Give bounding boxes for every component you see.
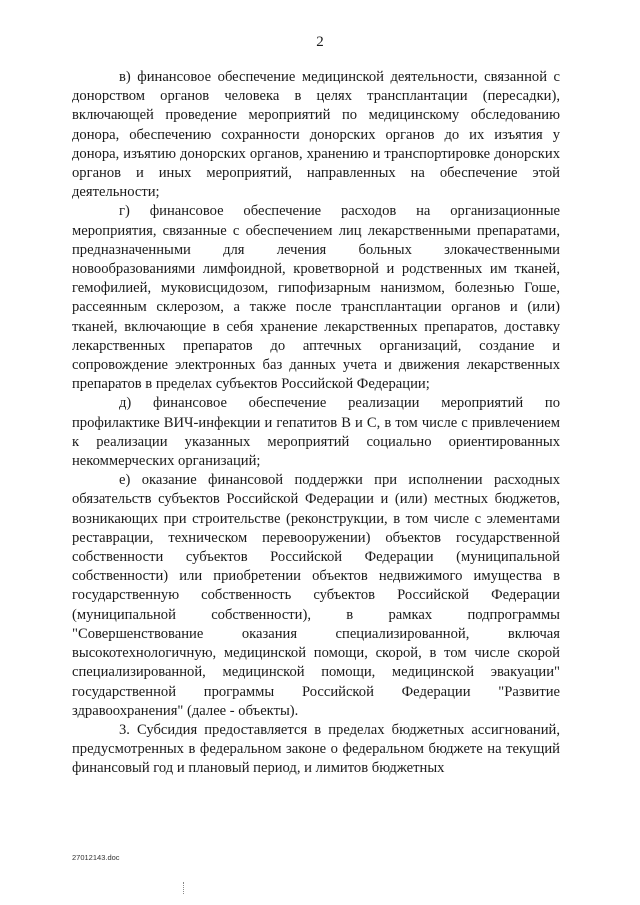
- document-body: [72, 68, 560, 779]
- paragraph-v: в) финансовое обеспечение медицинской деятельности, связанной с донорством органов человека в целях трансплантации (пересадки), включающей проведение мероприятий по медицинскому обследованию донора, обеспечению сохранности донорских органов до их изъятия у донора, изъятию донорских органов, хранению и транспортировке донорских органов и иных мероприятий, направленных на обеспечение этой деятельности;: [72, 69, 560, 201]
- paragraph-e: е) оказание финансовой поддержки при исполнении расходных обязательств субъектов Российской Федерации и (или) местных бюджетов, возникающих при строительстве (реконструкции, в том числе с элементами реставрации, техническом перевооружении) объектов государственной собственности субъектов Российской Федерации (муниципальной собственности) или приобретении объектов недвижимого имущества в государственную собственность субъектов Российской Федерации (муниципальной собственности), в рамках подпрограммы "Совершенствование оказания специализированной, включая высокотехнологичную, медицинской помощи, скорой, в том числе скорой специализированной, медицинской помощи, медицинской эвакуации" государственной программы Российской Федерации "Развитие здравоохранения" (далее - объекты).: [72, 472, 560, 719]
- paragraph-g: г) финансовое обеспечение расходов на организационные мероприятия, связанные с обеспечением лиц лекарственными препаратами, предназначенными для лечения больных злокачественными новообразованиями лимфоидной, кроветворной и родственных им тканей, гемофилией, муковисцидозом, гипофизарным нанизмом, болезнью Гоше, рассеянным склерозом, а также после трансплантации органов и (или) тканей, включающие в себя хранение лекарственных препаратов, доставку лекарственных препаратов до аптечных организаций, создание и сопровождение электронных баз данных учета и движения лекарственных препаратов в пределах субъектов Российской Федерации;: [72, 203, 560, 393]
- document-file-code: 27012143.doc: [72, 853, 120, 862]
- paragraph-d: д) финансовое обеспечение реализации мероприятий по профилактике ВИЧ-инфекции и гепатитов B и C, в том числе с привлечением к реализации указанных мероприятий социально ориентированных некоммерческих организаций;: [72, 395, 560, 470]
- paragraph-3: 3. Субсидия предоставляется в пределах бюджетных ассигнований, предусмотренных в федеральном законе о федеральном бюджете на текущий финансовый год и плановый период, и лимитов бюджетных: [72, 721, 560, 777]
- scan-mark: [183, 882, 186, 894]
- page-number: 2: [316, 34, 324, 50]
